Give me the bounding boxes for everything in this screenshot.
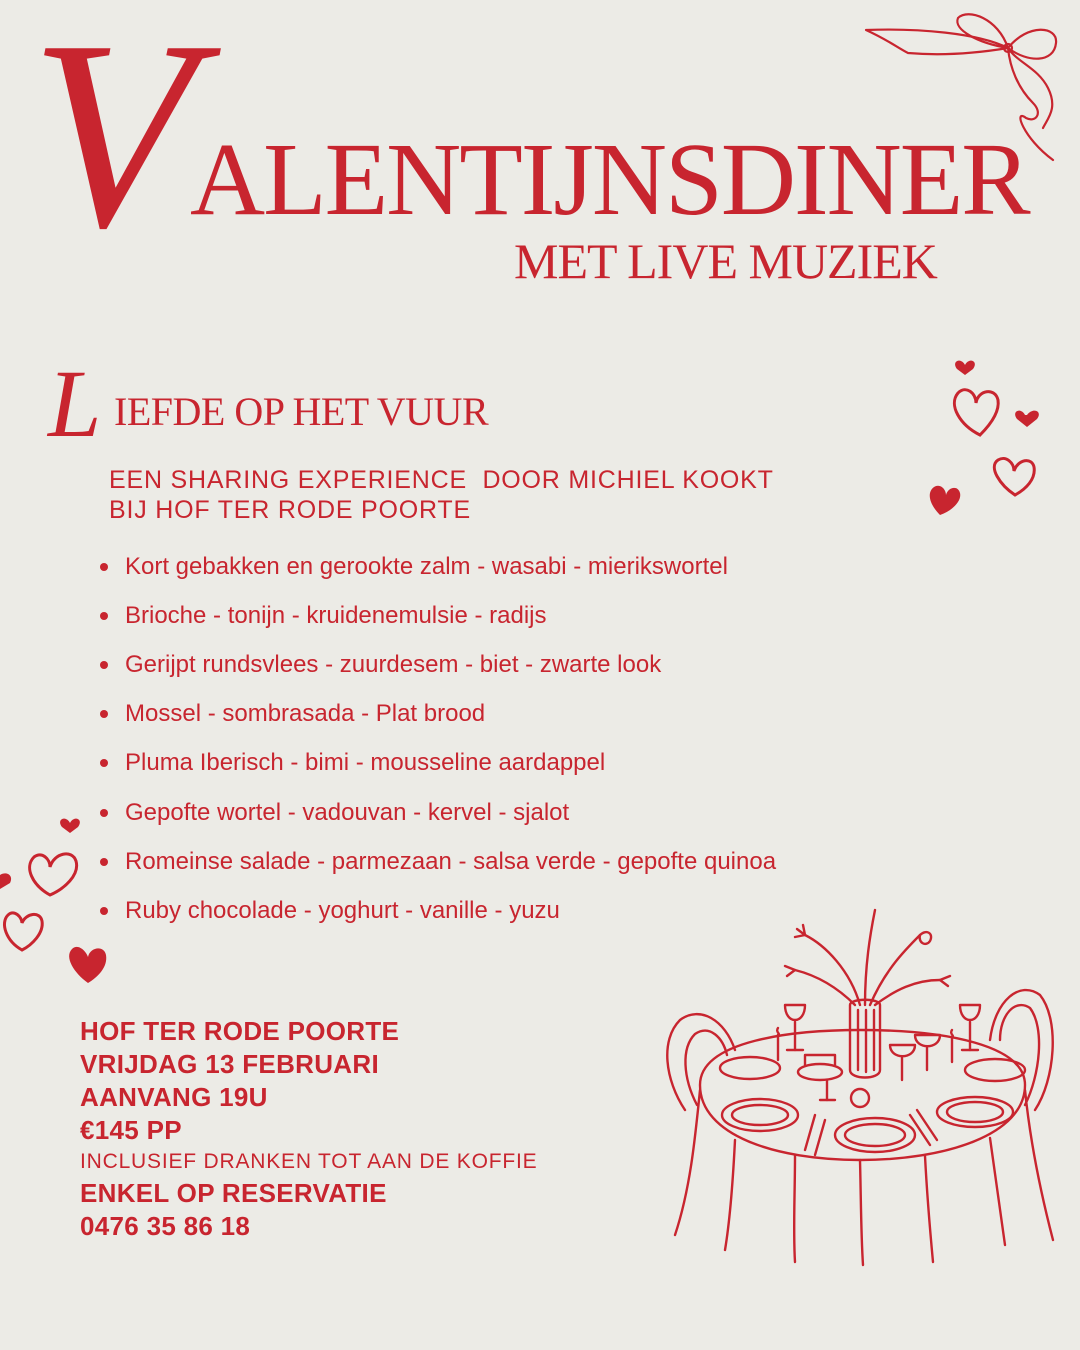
dinner-table-illustration bbox=[655, 910, 1065, 1270]
section-title-initial: L bbox=[48, 350, 102, 457]
menu-item: Gepofte wortel - vadouvan - kervel - sjalot bbox=[125, 798, 570, 826]
bullet-icon bbox=[100, 759, 108, 767]
phone-number: 0476 35 86 18 bbox=[80, 1211, 251, 1241]
list-item bbox=[100, 739, 776, 788]
list-item bbox=[100, 640, 776, 689]
ribbon-bow-icon bbox=[858, 8, 1068, 168]
hearts-right-icon bbox=[920, 345, 1060, 525]
section-title: IEFDE OP HET VUUR bbox=[114, 389, 489, 434]
menu-item: Gerijpt rundsvlees - zuurdesem - biet - zwarte look bbox=[125, 650, 662, 678]
reservation-note: ENKEL OP RESERVATIE bbox=[80, 1178, 387, 1208]
menu-item: Pluma Iberisch - bimi - mousseline aardappel bbox=[125, 749, 606, 777]
menu-item: Brioche - tonijn - kruidenemulsie - radijs bbox=[125, 601, 547, 629]
event-date: VRIJDAG 13 FEBRUARI bbox=[80, 1049, 379, 1079]
menu-item: Romeinse salade - parmezaan - salsa verde - gepofte quinoa bbox=[125, 847, 777, 875]
list-item bbox=[100, 690, 776, 739]
bullet-icon bbox=[100, 710, 108, 718]
event-info bbox=[80, 1015, 537, 1243]
intro-line-1: EEN SHARING EXPERIENCE DOOR MICHIEL KOOKT bbox=[109, 466, 774, 494]
menu-item: Mossel - sombrasada - Plat brood bbox=[125, 700, 486, 728]
bullet-icon bbox=[100, 612, 108, 620]
venue: HOF TER RODE POORTE bbox=[80, 1016, 400, 1046]
hearts-left-icon bbox=[0, 805, 120, 985]
list-item bbox=[100, 788, 776, 837]
menu-item: Kort gebakken en gerookte zalm - wasabi - mierikswortel bbox=[125, 552, 728, 580]
included-note: INCLUSIEF DRANKEN TOT AAN DE KOFFIE bbox=[80, 1150, 538, 1173]
bullet-icon bbox=[100, 563, 108, 571]
start-time: AANVANG 19U bbox=[80, 1082, 268, 1112]
page-title: ALENTIJNSDINER bbox=[190, 122, 1029, 237]
menu-list bbox=[100, 542, 776, 936]
subtitle: MET LIVE MUZIEK bbox=[514, 233, 937, 289]
title-initial: V bbox=[30, 0, 187, 284]
intro-line-2: BIJ HOF TER RODE POORTE bbox=[109, 496, 471, 524]
intro-text bbox=[109, 465, 774, 525]
list-item bbox=[100, 837, 776, 886]
menu-item: Ruby chocolade - yoghurt - vanille - yuzu bbox=[125, 896, 560, 924]
price: €145 PP bbox=[80, 1115, 182, 1145]
bullet-icon bbox=[100, 661, 108, 669]
list-item bbox=[100, 591, 776, 640]
list-item bbox=[100, 542, 776, 591]
